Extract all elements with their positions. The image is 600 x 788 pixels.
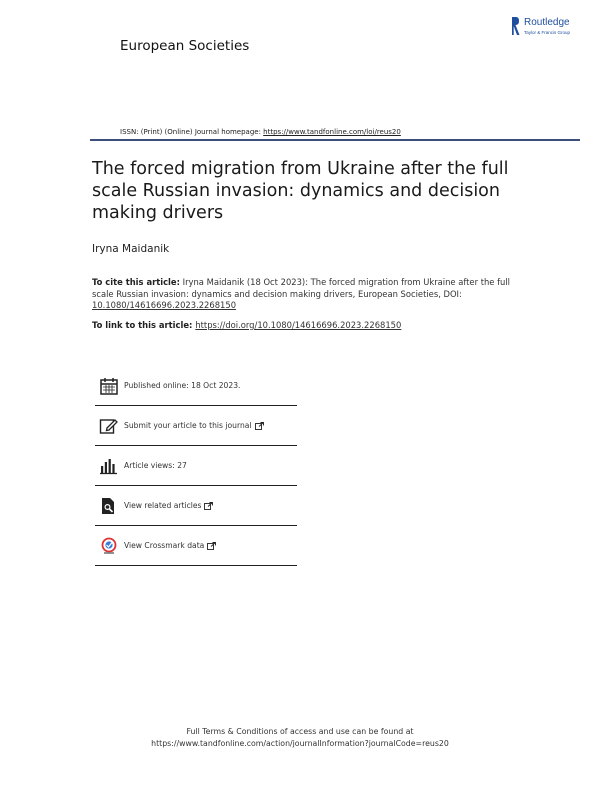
article-title: The forced migration from Ukraine after the full scale Russian invasion: dynamics and decision making drivers bbox=[92, 159, 509, 223]
submit-text: Submit your article to this journal bbox=[124, 421, 252, 430]
published-text: Published online: 18 Oct 2023. bbox=[124, 381, 241, 390]
citation-label: To cite this article: bbox=[92, 277, 180, 287]
journal-title: European Societies bbox=[120, 38, 250, 54]
logo-name: Routledge bbox=[524, 17, 570, 28]
search-document-icon bbox=[99, 497, 119, 515]
issn-line bbox=[120, 128, 401, 136]
routledge-r-icon bbox=[511, 16, 520, 36]
crossmark-text: View Crossmark data bbox=[124, 541, 205, 550]
citation-block bbox=[92, 277, 512, 312]
crossmark-icon bbox=[99, 537, 119, 555]
author-name: Iryna Maidanik bbox=[92, 243, 170, 255]
link-label: To link to this article: bbox=[92, 320, 196, 330]
info-row-related[interactable] bbox=[95, 485, 297, 526]
info-row-views bbox=[95, 445, 297, 486]
info-row-published bbox=[95, 365, 297, 406]
header-rule bbox=[90, 139, 580, 141]
bar-chart-icon bbox=[99, 457, 119, 475]
related-text: View related articles bbox=[124, 501, 202, 510]
citation-doi-link[interactable]: 10.1080/14616696.2023.2268150 bbox=[92, 300, 237, 311]
external-link-icon bbox=[207, 542, 216, 550]
footer-terms: Full Terms & Conditions of access and use can be found at bbox=[186, 727, 414, 736]
crossmark-link[interactable] bbox=[124, 541, 216, 550]
footer-terms-link[interactable]: https://www.tandfonline.com/action/journalInformation?journalCode=reus20 bbox=[151, 739, 449, 748]
info-row-crossmark[interactable] bbox=[95, 525, 297, 566]
external-link-icon bbox=[255, 422, 264, 430]
routledge-logo[interactable] bbox=[511, 16, 591, 46]
citation-text: Iryna Maidanik (18 Oct 2023): The forced migration from Ukraine after the full scale Russian invasion: dynamics and decision making drivers, European Societies, DOI: bbox=[92, 277, 511, 299]
calendar-icon bbox=[99, 377, 119, 395]
submit-article-link[interactable] bbox=[124, 421, 264, 430]
info-row-submit[interactable] bbox=[95, 405, 297, 446]
journal-homepage-link[interactable]: https://www.tandfonline.com/loi/reus20 bbox=[263, 128, 401, 136]
article-doi-link[interactable]: https://doi.org/10.1080/14616696.2023.2268150 bbox=[195, 320, 402, 330]
external-link-icon bbox=[204, 502, 213, 510]
logo-tagline: Taylor & Francis Group bbox=[524, 30, 571, 35]
footer bbox=[0, 726, 600, 750]
issn-prefix: ISSN: (Print) (Online) Journal homepage: bbox=[120, 128, 264, 136]
related-articles-link[interactable] bbox=[124, 501, 213, 510]
views-text: Article views: 27 bbox=[124, 461, 187, 470]
edit-icon bbox=[99, 417, 119, 435]
article-link-line bbox=[92, 320, 512, 330]
